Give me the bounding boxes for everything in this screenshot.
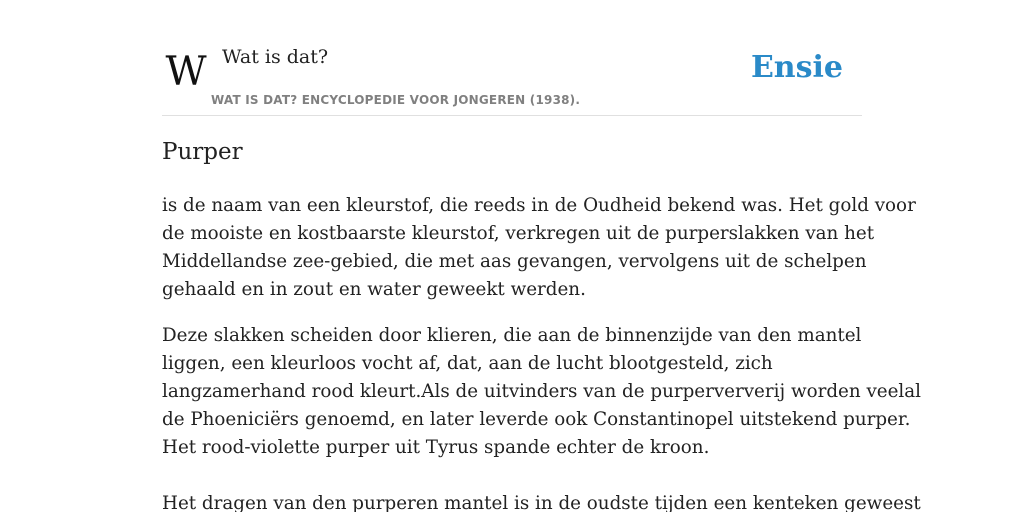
- source-subtitle: WAT IS DAT? ENCYCLOPEDIE VOOR JONGEREN (1938).: [211, 93, 581, 107]
- article-paragraph: [162, 490, 921, 512]
- svg-text:W: W: [165, 52, 207, 90]
- paragraph-line: gehaald en in zout en water geweekt werden.: [162, 279, 586, 300]
- paragraph-line: Deze slakken scheiden door klieren, die aan de binnenzijde van den mantel: [162, 325, 862, 346]
- brand-logo-link[interactable]: Ensie: [750, 50, 843, 85]
- article-paragraph: [162, 322, 922, 462]
- paragraph-line: Het rood-violette purper uit Tyrus spande echter de kroon.: [162, 437, 710, 458]
- paragraph-line: Het dragen van den purperen mantel is in de oudste tijden een kenteken geweest: [162, 493, 921, 512]
- article-body: [162, 192, 922, 512]
- wikipedia-w-icon[interactable]: [164, 52, 208, 90]
- paragraph-line: de mooiste en kostbaarste kleurstof, verkregen uit de purperslakken van het: [162, 223, 875, 244]
- paragraph-line: is de naam van een kleurstof, die reeds in de Oudheid bekend was. Het gold voor: [162, 195, 916, 216]
- paragraph-line: liggen, een kleurloos vocht af, dat, aan de lucht blootgesteld, zich: [162, 353, 773, 374]
- paragraph-line: de Phoeniciërs genoemd, en later leverde ook Constantinopel uitstekend purper.: [162, 409, 911, 430]
- header-divider: [162, 115, 862, 116]
- article-title: Purper: [162, 139, 243, 165]
- site-title[interactable]: Wat is dat?: [222, 46, 329, 68]
- article-paragraph: [162, 192, 916, 304]
- wikipedia-w-glyph: [164, 52, 208, 90]
- paragraph-line: langzamerhand rood kleurt.Als de uitvinders van de purperververij worden veelal: [162, 381, 922, 402]
- paragraph-line: Middellandse zee-gebied, die met aas gevangen, vervolgens uit de schelpen: [162, 251, 867, 272]
